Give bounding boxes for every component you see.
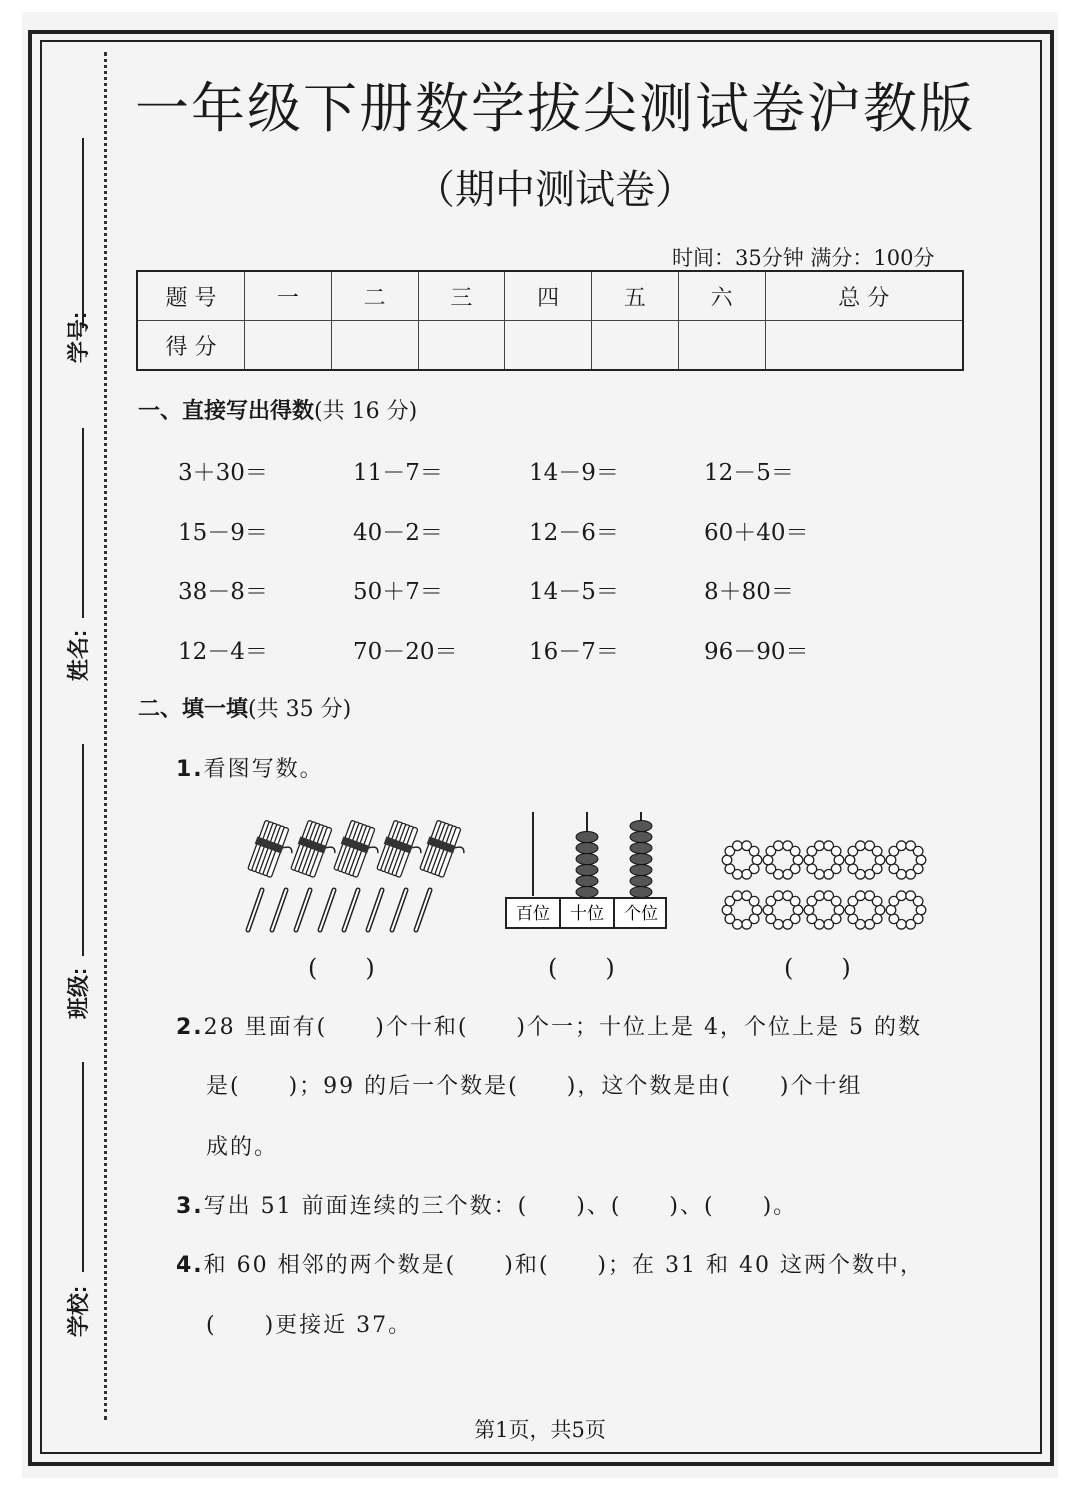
section2-title: 二、填一填 (138, 697, 249, 722)
score-cell[interactable] (505, 321, 592, 371)
score-cell[interactable] (765, 321, 963, 371)
q3-number: 3. (176, 1194, 204, 1219)
bead-ring (763, 841, 803, 879)
page-title: 一年级下册数学拔尖测试卷沪教版 (135, 77, 975, 140)
question-3 (176, 1189, 797, 1220)
score-col-4: 四 (505, 271, 592, 321)
bundle-of-ten (246, 819, 299, 881)
q1-number: 1. (176, 757, 204, 782)
section2-points: (共 35 分) (248, 697, 352, 722)
abacus-bead (630, 887, 652, 898)
abacus-label-ones: 个位 (624, 904, 658, 924)
calc-problem: 11－7＝ (353, 460, 443, 486)
score-table (136, 270, 964, 371)
q4-line2: ( )更接近 37。 (206, 1313, 413, 1338)
answer-blank-abacus[interactable]: ( ) (548, 954, 615, 982)
answer-blank-rings[interactable]: ( ) (784, 954, 851, 982)
abacus-label-hundreds: 百位 (516, 904, 550, 924)
abacus-bead (576, 843, 598, 854)
abacus-bead (576, 854, 598, 865)
calc-problem: 15－9＝ (178, 520, 268, 546)
abacus-bead (630, 821, 652, 832)
q1-text: 看图写数。 (203, 757, 324, 782)
bundle-of-ten (375, 819, 428, 881)
score-header-label: 题 号 (137, 271, 245, 321)
question-1 (176, 752, 324, 783)
q4-number: 4. (176, 1253, 204, 1278)
bead-ring (722, 841, 762, 879)
section2-heading (138, 692, 351, 723)
bead-ring (804, 841, 844, 879)
single-sticks (248, 890, 430, 930)
score-cell[interactable] (418, 321, 505, 371)
score-cell[interactable] (678, 321, 765, 371)
bead-ring (886, 841, 926, 879)
abacus-bead (576, 832, 598, 843)
calc-problem: 12－4＝ (178, 639, 268, 665)
q4-line1: 和 60 相邻的两个数是( )和( )；在 31 和 40 这两个数中， (203, 1253, 924, 1278)
bead-ring (845, 891, 885, 929)
answer-blank-sticks[interactable]: ( ) (308, 954, 375, 982)
bead-ring (845, 841, 885, 879)
binding-dotted-line (104, 52, 107, 1420)
abacus-beads (576, 821, 652, 898)
calc-problem: 38－8＝ (178, 579, 268, 605)
q2-line1: 28 里面有( )个十和( )个一；十位上是 4，个位上是 5 的数 (203, 1015, 922, 1040)
q2-number: 2. (176, 1015, 204, 1040)
calc-problem: 60＋40＝ (704, 520, 809, 546)
abacus-label-tens: 十位 (570, 904, 604, 924)
abacus-bead (576, 887, 598, 898)
class-line[interactable] (82, 744, 84, 956)
name-line[interactable] (82, 428, 84, 618)
score-cell[interactable] (592, 321, 679, 371)
bead-ring (886, 891, 926, 929)
score-col-total: 总 分 (765, 271, 963, 321)
page-subtitle: （期中测试卷） (415, 167, 695, 213)
calc-problem: 16－7＝ (529, 639, 619, 665)
section1-title: 一、直接写出得数 (138, 399, 315, 424)
student-id-line[interactable] (82, 138, 84, 328)
abacus-bead (630, 876, 652, 887)
school-line[interactable] (82, 1062, 84, 1272)
score-col-5: 五 (592, 271, 679, 321)
calc-problem: 50＋7＝ (353, 579, 443, 605)
calc-problem: 40－2＝ (353, 520, 443, 546)
bead-ring (722, 891, 762, 929)
abacus-bead (576, 865, 598, 876)
bead-rings-figure (720, 838, 930, 938)
calc-problem: 14－5＝ (529, 579, 619, 605)
q3-text: 写出 51 前面连续的三个数：( )、( )、( )。 (203, 1194, 798, 1219)
class-label: 班级: (66, 967, 92, 1020)
calc-problem: 14－9＝ (529, 460, 619, 486)
bundle-of-ten (289, 819, 342, 881)
bead-rings (722, 841, 926, 929)
calc-problem: 70－20＝ (353, 639, 458, 665)
abacus-figure (504, 808, 670, 932)
q2-line3: 成的。 (206, 1135, 279, 1160)
q2-line2: 是( )；99 的后一个数是( )，这个数是由( )个十组 (206, 1074, 863, 1099)
calc-problem: 3＋30＝ (178, 460, 268, 486)
score-row-label: 得 分 (137, 321, 245, 371)
name-label: 姓名: (66, 629, 92, 682)
calc-problem: 8＋80＝ (704, 579, 794, 605)
score-cell[interactable] (331, 321, 418, 371)
bead-ring (763, 891, 803, 929)
stick-bundles-figure (238, 812, 458, 937)
calc-problem: 12－6＝ (529, 520, 619, 546)
time-info: 时间：35分钟 满分：100分 (672, 246, 935, 270)
bead-ring (804, 891, 844, 929)
section1-points: (共 16 分) (314, 399, 418, 424)
score-cell[interactable] (245, 321, 332, 371)
abacus-bead (576, 876, 598, 887)
abacus-bead (630, 843, 652, 854)
calc-problem: 96－90＝ (704, 639, 809, 665)
page-footer: 第1页，共5页 (474, 1418, 606, 1442)
bundles-of-ten (246, 819, 471, 881)
bundle-of-ten (332, 819, 385, 881)
school-label: 学校: (66, 1285, 92, 1338)
question-4 (176, 1248, 924, 1279)
score-col-2: 二 (331, 271, 418, 321)
question-2 (176, 1010, 922, 1041)
student-id-label: 学号: (66, 311, 92, 364)
abacus-bead (630, 854, 652, 865)
abacus-bead (630, 832, 652, 843)
calc-problem: 12－5＝ (704, 460, 794, 486)
section1-heading (138, 394, 417, 425)
score-col-3: 三 (418, 271, 505, 321)
abacus-bead (630, 865, 652, 876)
score-col-6: 六 (678, 271, 765, 321)
score-col-1: 一 (245, 271, 332, 321)
